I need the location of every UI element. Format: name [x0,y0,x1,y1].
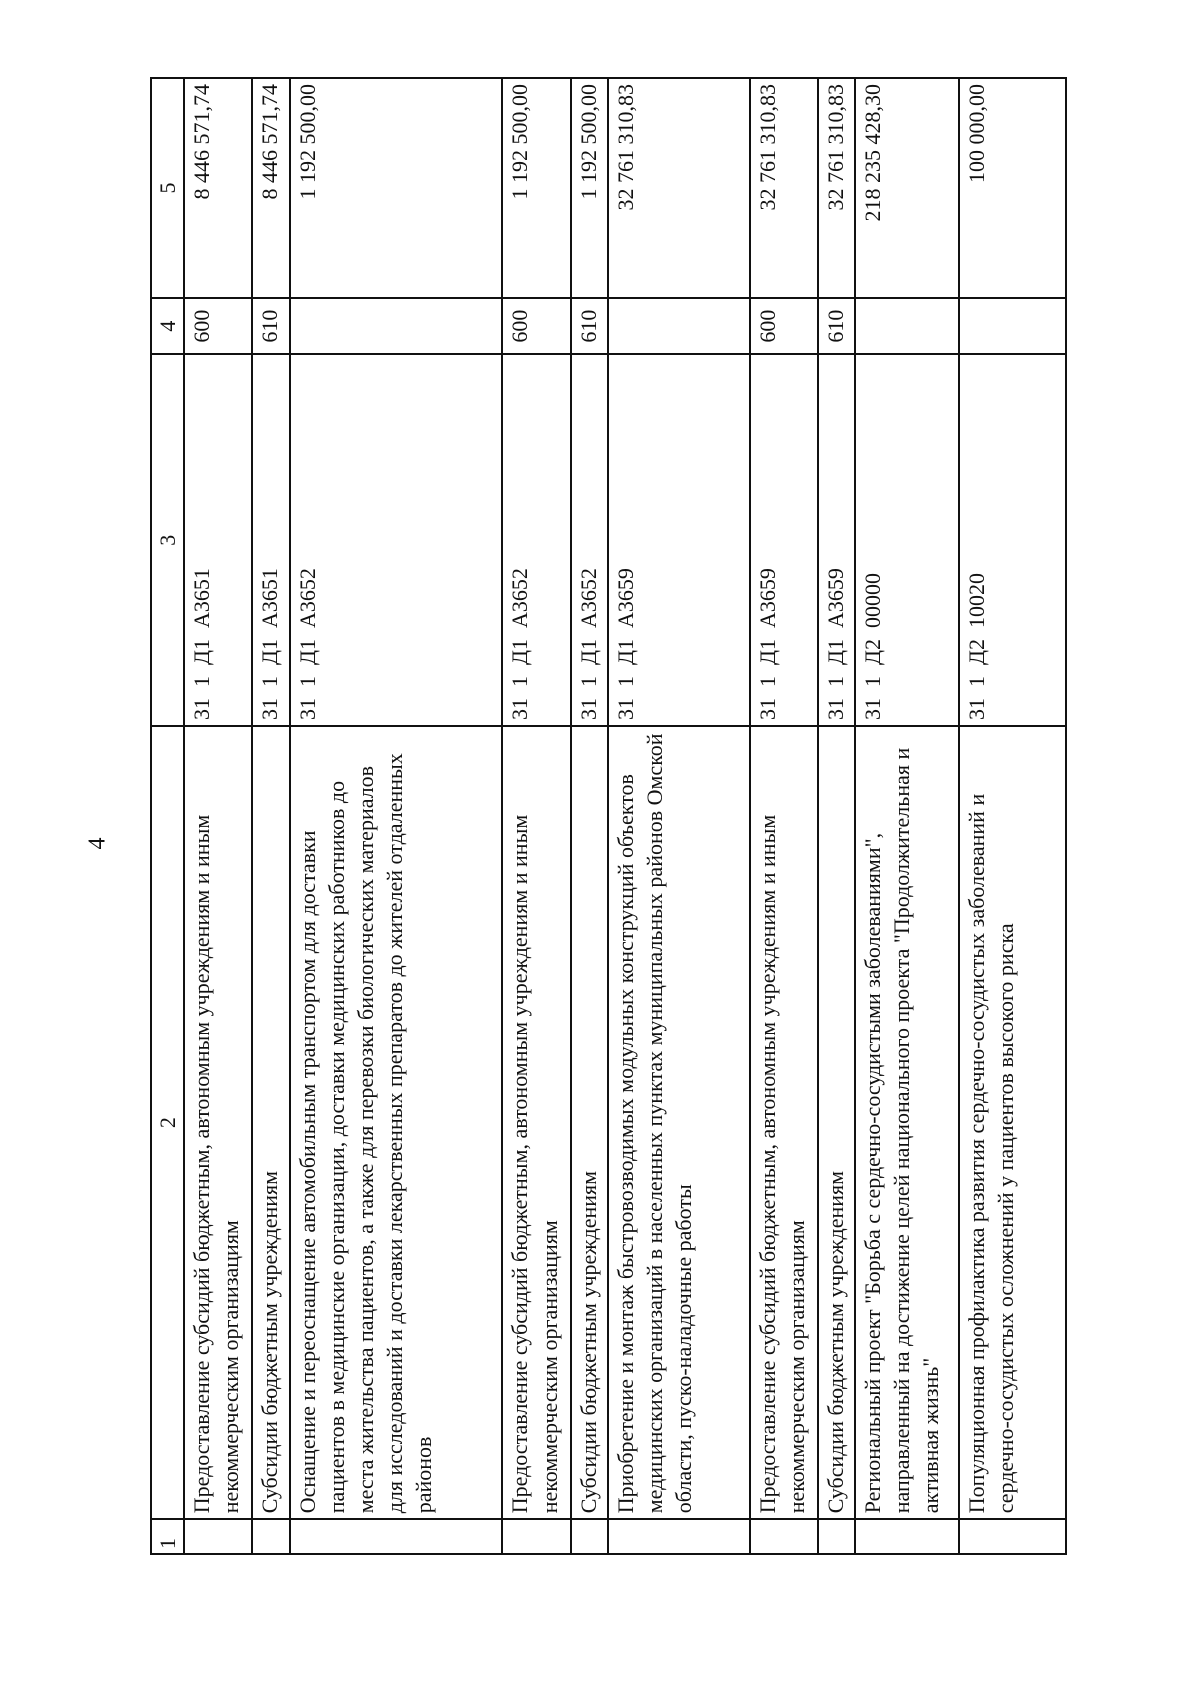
row-number-cell [252,1519,289,1554]
table-row [608,78,750,1554]
row-amount-cell: 218 235 428,30 [855,78,959,298]
row-expense-type-cell: 600 [502,298,570,355]
row-name-cell: Оснащение и переоснащение автомобильным транспортом для доставки пациентов в медицинские организации, доставки медицинских работников до места жительства пациентов, а также для перевозки биологических материалов для исследований и доставки лекарственных препаратов до жителей отдаленных районов [290,726,503,1519]
budget-table [150,77,1067,1555]
table-row [750,78,818,1554]
table-row [959,78,1066,1554]
row-code-cell: 31 1 Д1 А3651 [252,354,289,726]
column-header-1: 1 [151,1519,184,1554]
row-expense-type-cell: 610 [252,298,289,355]
row-code-cell: 31 1 Д1 А3651 [184,354,252,726]
row-expense-type-cell: 610 [571,298,608,355]
row-code-cell: 31 1 Д2 10020 [959,354,1066,726]
row-name-cell: Субсидии бюджетным учреждениям [571,726,608,1519]
row-expense-type-cell: 600 [750,298,818,355]
row-amount-cell: 1 192 500,00 [290,78,503,298]
row-amount-cell: 8 446 571,74 [252,78,289,298]
row-number-cell [571,1519,608,1554]
table-row [184,78,252,1554]
table-row [502,78,570,1554]
row-name-cell: Популяционная профилактика развития сердечно-сосудистых заболеваний и сердечно-сосудистых осложнений у пациентов высокого риска [959,726,1066,1519]
row-code-cell: 31 1 Д1 А3659 [750,354,818,726]
row-expense-type-cell [290,298,503,355]
row-code-cell: 31 1 Д1 А3659 [608,354,750,726]
row-expense-type-cell: 610 [818,298,855,355]
row-number-cell [290,1519,503,1554]
table-row [855,78,959,1554]
row-code-cell: 31 1 Д1 А3659 [818,354,855,726]
table-row [571,78,608,1554]
row-number-cell [855,1519,959,1554]
row-name-cell: Предоставление субсидий бюджетным, автономным учреждениям и иным некоммерческим организациям [502,726,570,1519]
row-code-cell: 31 1 Д1 А3652 [290,354,503,726]
row-amount-cell: 32 761 310,83 [750,78,818,298]
column-header-5: 5 [151,78,184,298]
row-number-cell [818,1519,855,1554]
column-header-4: 4 [151,298,184,355]
row-code-cell: 31 1 Д2 00000 [855,354,959,726]
row-name-cell: Предоставление субсидий бюджетным, автономным учреждениям и иным некоммерческим организациям [184,726,252,1519]
row-code-cell: 31 1 Д1 А3652 [502,354,570,726]
budget-table-rotated [150,77,1067,1555]
page-number: 4 [84,837,111,850]
row-name-cell: Субсидии бюджетным учреждениям [818,726,855,1519]
row-code-cell: 31 1 Д1 А3652 [571,354,608,726]
table-header-row [151,78,184,1554]
row-amount-cell: 8 446 571,74 [184,78,252,298]
table-row [818,78,855,1554]
table-row [252,78,289,1554]
row-expense-type-cell [608,298,750,355]
column-header-3: 3 [151,354,184,726]
row-amount-cell: 1 192 500,00 [502,78,570,298]
row-expense-type-cell [855,298,959,355]
row-number-cell [959,1519,1066,1554]
row-amount-cell: 1 192 500,00 [571,78,608,298]
row-amount-cell: 32 761 310,83 [608,78,750,298]
row-number-cell [184,1519,252,1554]
row-name-cell: Предоставление субсидий бюджетным, автономным учреждениям и иным некоммерческим организациям [750,726,818,1519]
row-number-cell [750,1519,818,1554]
row-name-cell: Субсидии бюджетным учреждениям [252,726,289,1519]
row-amount-cell: 32 761 310,83 [818,78,855,298]
row-expense-type-cell: 600 [184,298,252,355]
table-row [290,78,503,1554]
row-amount-cell: 100 000,00 [959,78,1066,298]
row-number-cell [502,1519,570,1554]
row-number-cell [608,1519,750,1554]
row-name-cell: Региональный проект "Борьба с сердечно-сосудистыми заболеваниями", направленный на достижение целей национального проекта "Продолжительная и активная жизнь" [855,726,959,1519]
row-name-cell: Приобретение и монтаж быстровозводимых модульных конструкций объектов медицинских организаций в населенных пунктах муниципальных районов Омской области, пуско-наладочные работы [608,726,750,1519]
column-header-2: 2 [151,726,184,1519]
row-expense-type-cell [959,298,1066,355]
